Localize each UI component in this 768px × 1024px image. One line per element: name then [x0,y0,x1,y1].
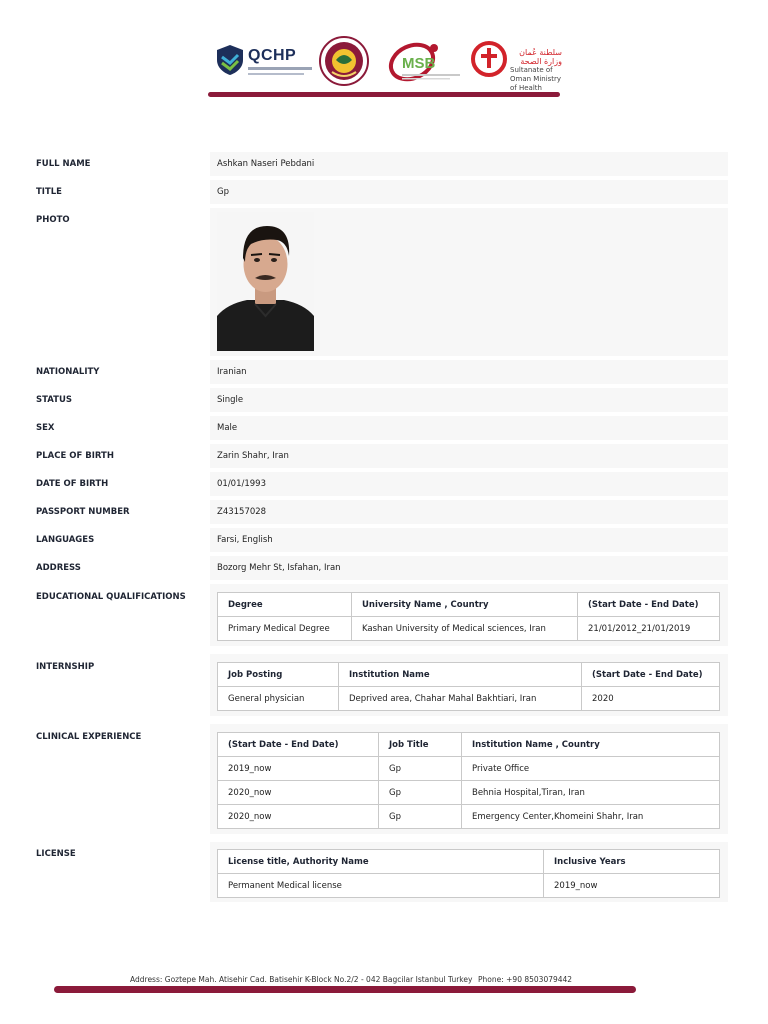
row-background [210,500,728,524]
field-value: Gp [217,187,229,197]
svg-text:MSB: MSB [402,55,436,72]
table-cell: Gp [379,757,462,781]
footer-phone: Phone: +90 8503079442 [478,975,573,984]
field-label: PLACE OF BIRTH [36,451,114,461]
row-background [210,388,728,412]
table-cell: Permanent Medical license [218,874,544,898]
header-logos [212,36,562,92]
table-header-cell: (Start Date - End Date) [582,663,720,687]
table-header-cell: Degree [218,593,352,617]
table-cell: Primary Medical Degree [218,617,352,641]
table-cell: General physician [218,687,339,711]
field-label: SEX [36,423,55,433]
table-header-row [218,593,720,617]
field-value: Single [217,395,244,405]
table-cell: Gp [379,805,462,829]
field-label: PASSPORT NUMBER [36,507,130,517]
profile-photo-image [217,212,314,351]
field-value: Z43157028 [217,507,267,517]
field-value: Ashkan Naseri Pebdani [217,159,315,169]
field-label: PHOTO [36,215,70,225]
table-cell: 2020 [582,687,720,711]
footer-accent-bar [54,986,636,993]
row-background [210,180,728,204]
field-value: Farsi, English [217,535,273,545]
field-value: Male [217,423,238,433]
license-table [217,849,720,898]
table-header-cell: License title, Authority Name [218,850,544,874]
table-header-row [218,663,720,687]
oman-moh-emblem-icon [470,40,508,78]
field-value: Iranian [217,367,247,377]
row-background [210,528,728,552]
section-label: EDUCATIONAL QUALIFICATIONS [36,592,186,602]
education-table [217,592,720,641]
field-value: 01/01/1993 [217,479,266,489]
table-cell: 2019_now [218,757,379,781]
table-cell: 2020_now [218,805,379,829]
field-label: LANGUAGES [36,535,95,545]
table-header-row [218,733,720,757]
table-cell: Kashan University of Medical sciences, Iran [352,617,578,641]
table-row [218,805,720,829]
field-value: Bozorg Mehr St, Isfahan, Iran [217,563,341,573]
section-label: INTERNSHIP [36,662,95,672]
header-accent-bar [208,92,560,97]
footer-address: Address: Goztepe Mah. Atisehir Cad. Batisehir K-Block No.2/2 - 042 Bagcilar Istanbul Turkey [130,975,473,984]
table-cell: Gp [379,781,462,805]
field-label: DATE OF BIRTH [36,479,109,489]
qchp-brand-text: QCHP [248,47,297,64]
table-header-cell: Inclusive Years [544,850,720,874]
qatar-moph-seal-icon [318,36,370,86]
qchp-logo [216,42,312,80]
table-row [218,874,720,898]
field-label: STATUS [36,395,73,405]
table-header-cell: (Start Date - End Date) [578,593,720,617]
row-background [210,472,728,496]
row-background [210,416,728,440]
field-label: TITLE [36,187,62,197]
table-header-cell: Job Title [379,733,462,757]
internship-table [217,662,720,711]
qchp-subtitle-line [248,67,312,70]
table-row [218,781,720,805]
row-background [210,360,728,384]
table-header-cell: University Name , Country [352,593,578,617]
oman-moh-logo [470,40,562,92]
table-row [218,617,720,641]
field-label: FULL NAME [36,159,91,169]
qchp-subtitle-line-2 [248,73,304,75]
profile-photo [217,212,314,351]
clinical-experience-table [217,732,720,829]
section-label: CLINICAL EXPERIENCE [36,732,142,742]
table-cell: 2020_now [218,781,379,805]
table-cell: Private Office [462,757,720,781]
table-cell: 2019_now [544,874,720,898]
table-row [218,687,720,711]
section-label: LICENSE [36,849,76,859]
table-cell: 21/01/2012_21/01/2019 [578,617,720,641]
qchp-shield-icon [216,44,244,76]
field-value: Zarin Shahr, Iran [217,451,289,461]
table-header-cell: Job Posting [218,663,339,687]
table-cell: Deprived area, Chahar Mahal Bakhtiari, Iran [339,687,582,711]
table-header-cell: (Start Date - End Date) [218,733,379,757]
table-cell: Emergency Center,Khomeini Shahr, Iran [462,805,720,829]
table-row [218,757,720,781]
oman-moh-text: سلطنة عُمان وزارة الصحة Sultanate of Oman Ministry of Health [510,48,562,92]
field-label: NATIONALITY [36,367,100,377]
table-cell: Behnia Hospital,Tiran, Iran [462,781,720,805]
table-header-cell: Institution Name [339,663,582,687]
omsb-logo-icon [384,40,468,84]
field-label: ADDRESS [36,563,81,573]
table-header-row [218,850,720,874]
table-header-cell: Institution Name , Country [462,733,720,757]
